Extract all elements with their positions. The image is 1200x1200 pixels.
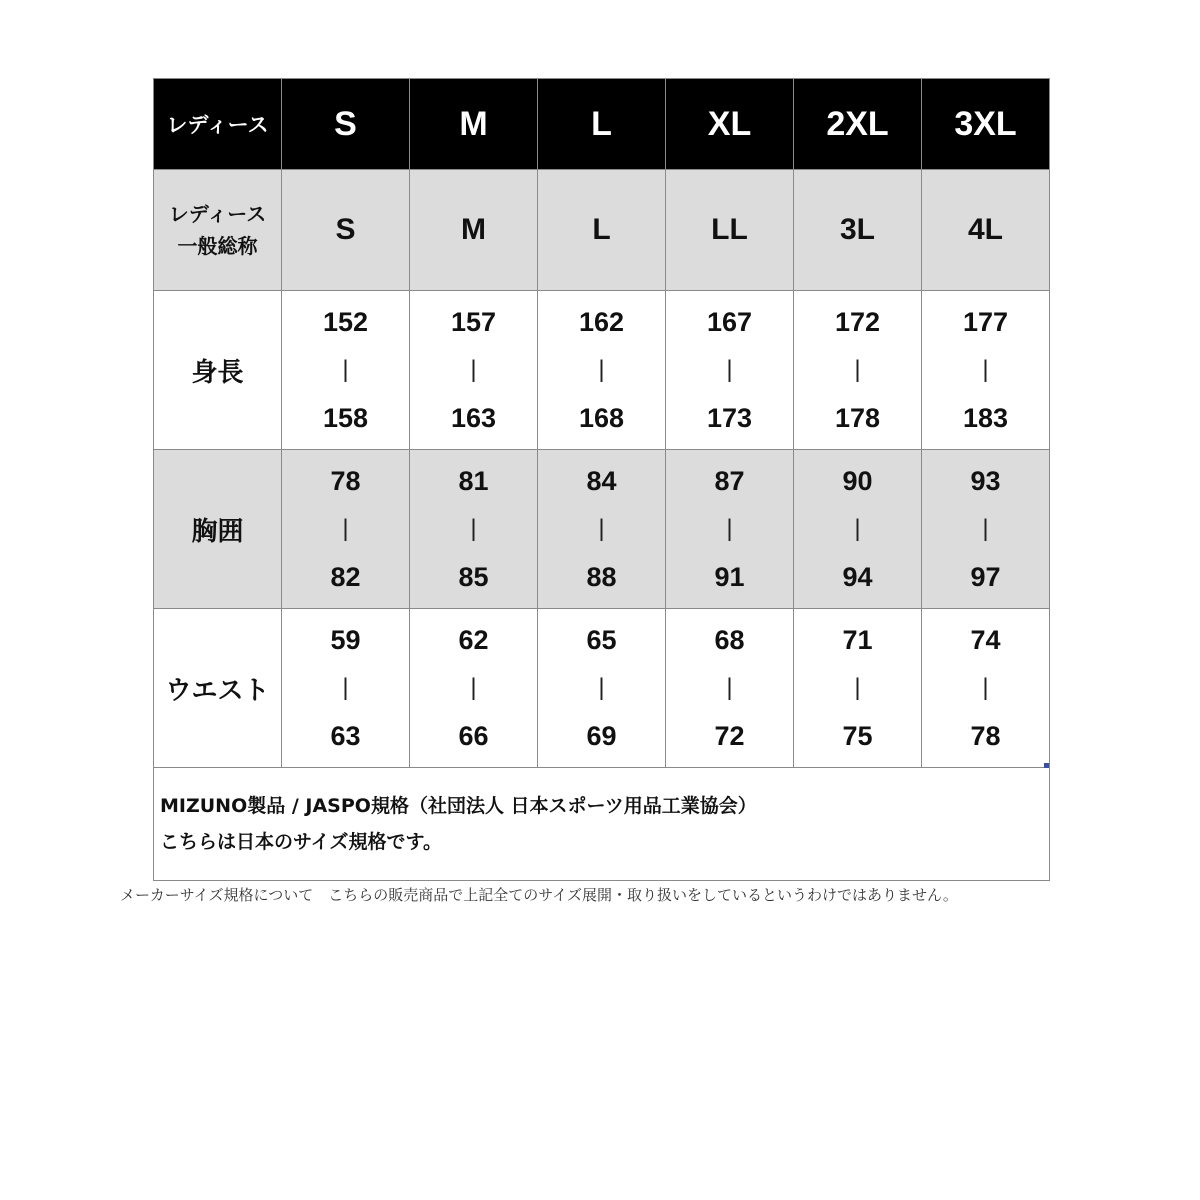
size-range xyxy=(538,298,665,442)
range-cell xyxy=(794,291,922,450)
range-separator: | xyxy=(726,674,733,701)
range-cell xyxy=(538,609,666,768)
size-range xyxy=(282,298,409,442)
general-size-cell: 3L xyxy=(794,170,922,291)
range-max-value: 85 xyxy=(458,562,489,592)
size-range xyxy=(922,298,1049,442)
range-separator: | xyxy=(342,674,349,701)
size-disclaimer-caption: メーカーサイズ規格について こちらの販売商品で上記全てのサイズ展開・取り扱いをしているというわけではありません。 xyxy=(120,886,958,904)
range-min-value: 65 xyxy=(586,625,617,655)
size-range xyxy=(410,616,537,760)
header-size-cell: M xyxy=(410,79,538,170)
range-separator: | xyxy=(854,356,861,383)
general-label-line: 一般総称 xyxy=(177,234,258,258)
range-min-value: 74 xyxy=(970,625,1001,655)
height-label: 身長 xyxy=(154,291,282,450)
general-size-label xyxy=(154,170,282,291)
size-range xyxy=(794,298,921,442)
chest-label: 胸囲 xyxy=(154,450,282,609)
header-row xyxy=(154,79,1050,170)
range-separator: | xyxy=(598,674,605,701)
note-japan-size-text: こちらは日本のサイズ規格です。 xyxy=(160,831,442,853)
range-cell xyxy=(666,450,794,609)
size-range xyxy=(794,457,921,601)
range-max-value: 183 xyxy=(962,403,1009,433)
range-max-value: 178 xyxy=(834,403,881,433)
range-min-value: 81 xyxy=(458,466,489,496)
range-min-value: 177 xyxy=(962,307,1009,337)
range-separator: | xyxy=(470,674,477,701)
range-separator: | xyxy=(342,356,349,383)
range-separator: | xyxy=(470,356,477,383)
size-range xyxy=(410,298,537,442)
range-max-value: 94 xyxy=(842,562,873,592)
range-cell xyxy=(666,609,794,768)
range-cell xyxy=(922,609,1050,768)
range-max-value: 63 xyxy=(330,721,361,751)
range-separator: | xyxy=(342,515,349,542)
size-range xyxy=(538,457,665,601)
range-min-value: 152 xyxy=(322,307,369,337)
height-row xyxy=(154,291,1050,450)
range-separator: | xyxy=(982,356,989,383)
general-size-cell: M xyxy=(410,170,538,291)
range-max-value: 75 xyxy=(842,721,873,751)
range-max-value: 97 xyxy=(970,562,1001,592)
header-size-cell: XL xyxy=(666,79,794,170)
size-chart-table xyxy=(153,78,1050,881)
range-separator: | xyxy=(854,674,861,701)
size-range xyxy=(794,616,921,760)
general-size-cell: S xyxy=(282,170,410,291)
range-separator: | xyxy=(726,356,733,383)
range-max-value: 72 xyxy=(714,721,745,751)
size-range xyxy=(282,616,409,760)
range-min-value: 87 xyxy=(714,466,745,496)
note-standard-text: MIZUNO製品 / JASPO規格（社団法人 日本スポーツ用品工業協会） xyxy=(160,795,757,817)
range-max-value: 163 xyxy=(450,403,497,433)
range-cell xyxy=(282,291,410,450)
size-range xyxy=(666,616,793,760)
size-range xyxy=(922,616,1049,760)
corner-marker xyxy=(1044,763,1049,768)
header-size-cell: 2XL xyxy=(794,79,922,170)
general-size-cell: 4L xyxy=(922,170,1050,291)
range-cell xyxy=(794,609,922,768)
header-size-cell: S xyxy=(282,79,410,170)
range-cell xyxy=(282,609,410,768)
header-size-cell: 3XL xyxy=(922,79,1050,170)
range-max-value: 82 xyxy=(330,562,361,592)
range-max-value: 158 xyxy=(322,403,369,433)
size-range xyxy=(282,457,409,601)
range-cell xyxy=(538,450,666,609)
range-min-value: 59 xyxy=(330,625,361,655)
range-min-value: 84 xyxy=(586,466,617,496)
range-separator: | xyxy=(598,515,605,542)
size-range xyxy=(538,616,665,760)
range-max-value: 78 xyxy=(970,721,1001,751)
waist-label: ウエスト xyxy=(154,609,282,768)
waist-row xyxy=(154,609,1050,768)
range-max-value: 88 xyxy=(586,562,617,592)
general-size-cell: LL xyxy=(666,170,794,291)
range-separator: | xyxy=(470,515,477,542)
chest-row xyxy=(154,450,1050,609)
range-max-value: 91 xyxy=(714,562,745,592)
range-cell xyxy=(282,450,410,609)
range-separator: | xyxy=(982,515,989,542)
range-separator: | xyxy=(854,515,861,542)
range-min-value: 172 xyxy=(834,307,881,337)
range-min-value: 78 xyxy=(330,466,361,496)
header-label: レディース xyxy=(154,79,282,170)
range-cell xyxy=(922,450,1050,609)
range-min-value: 167 xyxy=(706,307,753,337)
general-label-line: レディース xyxy=(168,202,267,226)
range-separator: | xyxy=(598,356,605,383)
range-cell xyxy=(666,291,794,450)
header-size-cell: L xyxy=(538,79,666,170)
range-cell xyxy=(538,291,666,450)
range-cell xyxy=(794,450,922,609)
range-min-value: 90 xyxy=(842,466,873,496)
range-separator: | xyxy=(726,515,733,542)
range-min-value: 71 xyxy=(842,625,873,655)
range-min-value: 162 xyxy=(578,307,625,337)
range-separator: | xyxy=(982,674,989,701)
range-max-value: 168 xyxy=(578,403,625,433)
general-size-cell: L xyxy=(538,170,666,291)
note-row xyxy=(154,768,1050,881)
range-cell xyxy=(410,450,538,609)
range-min-value: 62 xyxy=(458,625,489,655)
note-cell xyxy=(154,768,1050,881)
range-max-value: 69 xyxy=(586,721,617,751)
general-size-row xyxy=(154,170,1050,291)
size-range xyxy=(666,298,793,442)
size-range xyxy=(666,457,793,601)
range-max-value: 66 xyxy=(458,721,489,751)
range-cell xyxy=(410,609,538,768)
range-cell xyxy=(410,291,538,450)
range-max-value: 173 xyxy=(706,403,753,433)
range-cell xyxy=(922,291,1050,450)
size-range xyxy=(410,457,537,601)
range-min-value: 157 xyxy=(450,307,497,337)
range-min-value: 93 xyxy=(970,466,1001,496)
range-min-value: 68 xyxy=(714,625,745,655)
size-range xyxy=(922,457,1049,601)
